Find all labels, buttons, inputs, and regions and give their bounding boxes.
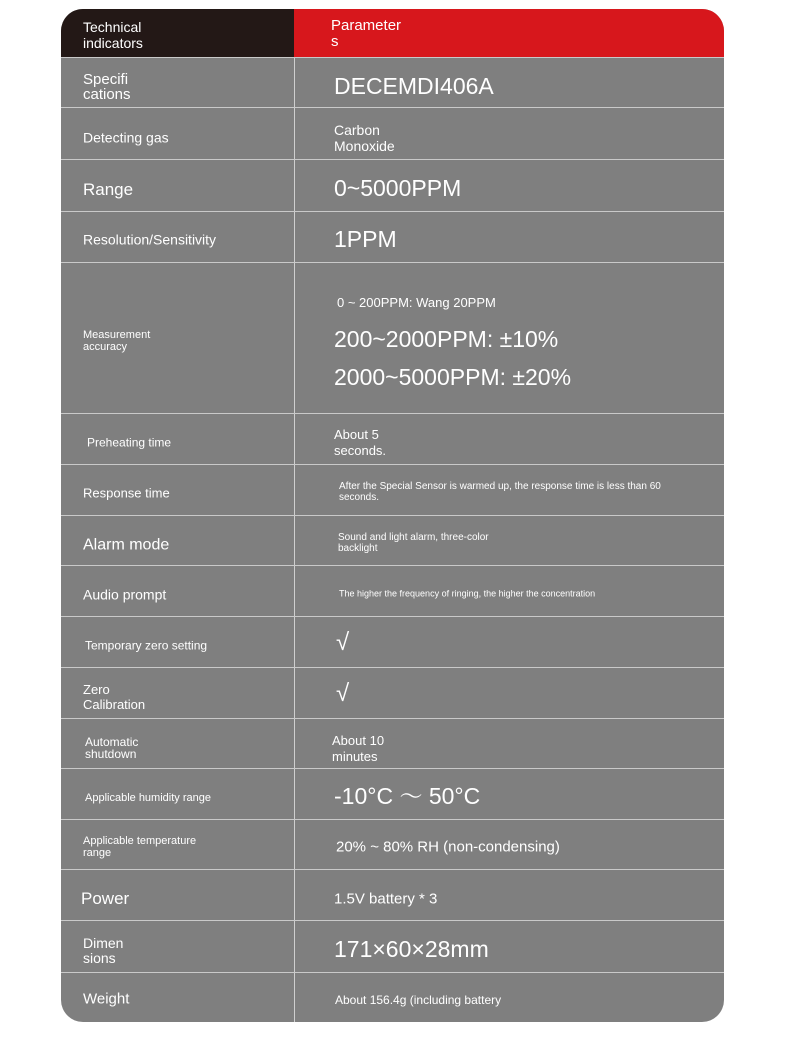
table-row [61, 718, 724, 769]
table-row [61, 107, 724, 160]
spec-table [61, 9, 724, 1022]
table-row [61, 262, 724, 414]
row-value: 0~5000PPM [334, 175, 462, 201]
table-row [61, 920, 724, 973]
header-technical-indicators [61, 9, 294, 57]
row-label: Preheating time [87, 435, 172, 450]
row-label: Temporary zero setting [85, 638, 208, 653]
check-icon: √ [336, 680, 350, 707]
table-row [61, 972, 724, 1022]
row-label: Applicable humidity range [85, 792, 211, 804]
row-label: Zero Calibration [83, 682, 146, 712]
row-value: 20% ~ 80% RH (non-condensing) [336, 838, 560, 856]
header-right-label: Parameter s [331, 17, 402, 50]
header-left-label: Technical indicators [83, 19, 143, 51]
table-row [61, 413, 724, 465]
row-value: 1.5V battery * 3 [334, 890, 438, 908]
row-label: Range [83, 180, 134, 199]
table-row [61, 819, 724, 870]
row-label: Audio prompt [83, 586, 167, 603]
table-row [61, 515, 724, 566]
row-label: Dimen sions [83, 935, 124, 966]
row-label: Automatic shutdown [85, 735, 139, 761]
table-row [61, 565, 724, 617]
accuracy-value-2: 200~2000PPM: ±10% [334, 326, 559, 352]
header-parameters [294, 9, 724, 57]
table-row [61, 616, 724, 668]
row-value: 171×60×28mm [334, 936, 489, 962]
row-label: Response time [83, 485, 170, 501]
row-label: Weight [83, 990, 130, 1008]
row-label: Measurement accuracy [83, 329, 151, 353]
row-value: 1PPM [334, 226, 397, 252]
row-value: About 10 minutes [332, 733, 385, 764]
table-row [61, 159, 724, 212]
row-value: The higher the frequency of ringing, the higher the concentration [339, 588, 596, 599]
table-row [61, 211, 724, 263]
row-value: Carbon Monoxide [334, 122, 395, 154]
row-value: After the Special Sensor is warmed up, the response time is less than 60 seconds. [339, 481, 661, 503]
row-value: DECEMDI406A [334, 73, 494, 99]
row-label: Alarm mode [83, 536, 170, 554]
row-value: About 156.4g (including battery [335, 993, 502, 1007]
table-row [61, 667, 724, 719]
table-row [61, 57, 724, 108]
row-label: Power [81, 889, 130, 908]
row-label: Detecting gas [83, 129, 169, 146]
row-value: -10°C ～ 50°C [334, 783, 481, 809]
table-row [61, 464, 724, 516]
row-label: Specifi cations [83, 71, 131, 103]
table-row [61, 869, 724, 921]
row-value: Sound and light alarm, three-color backlight [338, 532, 489, 554]
check-icon: √ [336, 629, 350, 656]
accuracy-value-1: 0 ~ 200PPM: Wang 20PPM [337, 295, 496, 310]
row-label: Resolution/Sensitivity [83, 231, 217, 248]
table-header [61, 9, 724, 57]
accuracy-value-3: 2000~5000PPM: ±20% [334, 364, 572, 390]
table-row [61, 768, 724, 820]
row-label: Applicable temperature range [83, 835, 197, 859]
row-value: About 5 seconds. [334, 427, 387, 458]
